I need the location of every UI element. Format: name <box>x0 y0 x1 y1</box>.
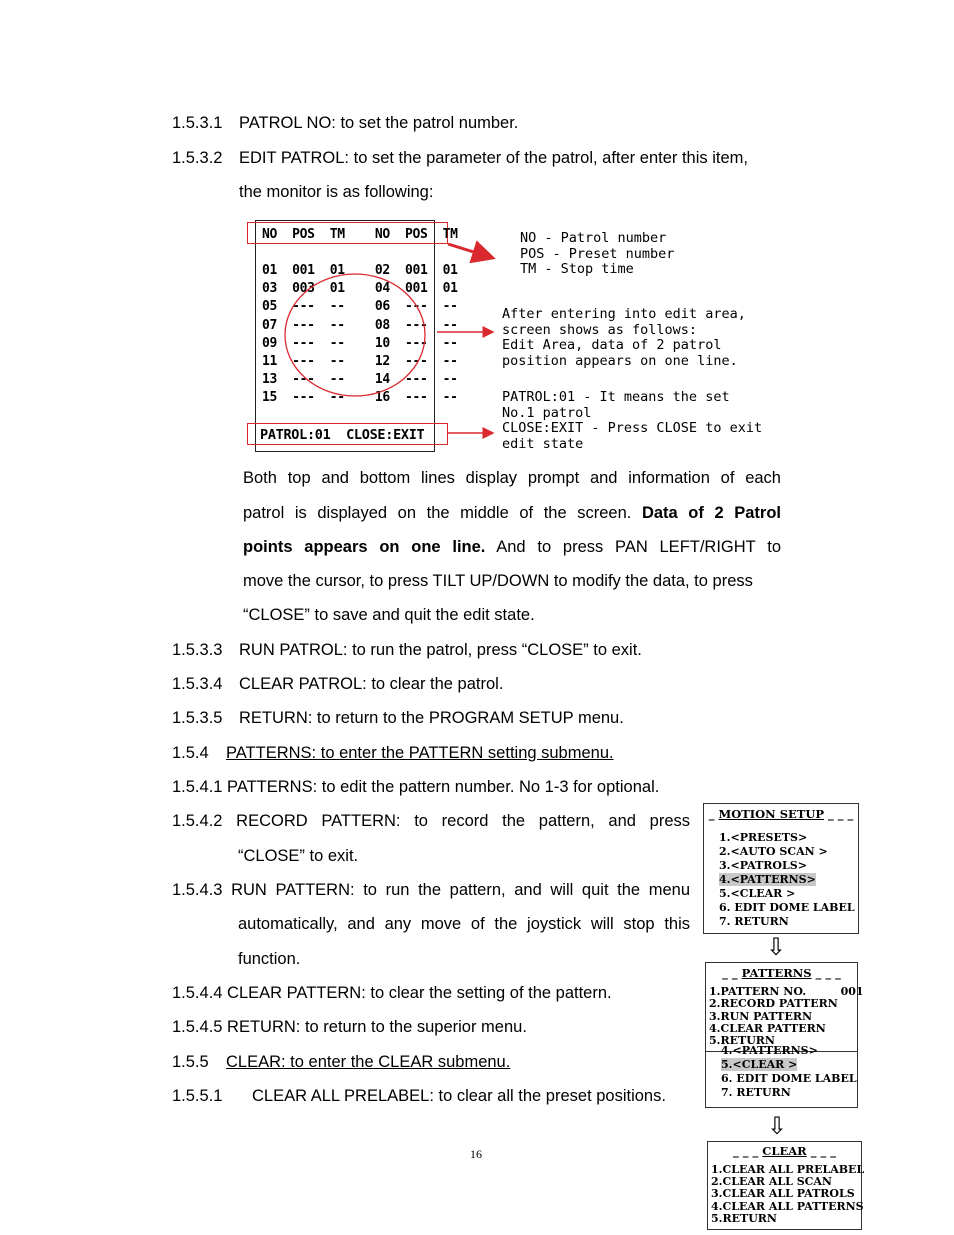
section-text-continued: the monitor is as following: <box>239 183 434 201</box>
menu-items <box>721 1044 857 1100</box>
section-text: EDIT PATROL: to set the parameter of the patrol, after enter this item, <box>239 149 748 167</box>
note-edit-area: After entering into edit area, screen shows as follows: Edit Area, data of 2 patrol position appears on one line. <box>502 306 746 369</box>
page-number: 16 <box>470 1147 482 1161</box>
menu-item: 1.<PRESETS> <box>719 831 808 844</box>
section-number: 1.5.3.2 <box>172 149 223 167</box>
menu-title-text: PATTERNS <box>741 966 812 980</box>
para-bold: points appears on one line. <box>243 538 486 556</box>
para-text: And to press PAN LEFT/RIGHT to <box>496 538 781 556</box>
section-number: 1.5.3.5 <box>172 709 223 727</box>
menu-item: 5.RETURN <box>711 1211 777 1225</box>
osd-row: 03 003 01 04 001 01 <box>262 281 458 297</box>
section-title-underlined: CLEAR: to enter the CLEAR submenu. <box>226 1053 511 1071</box>
section-number: 1.5.3.1 <box>172 114 223 132</box>
menu-item: 2.RECORD PATTERN <box>709 997 838 1011</box>
section-title-underlined: PATTERNS: to enter the PATTERN setting submenu. <box>226 744 614 762</box>
motion-setup-menu-continued <box>705 1044 858 1108</box>
heading-1-5-5 <box>172 1052 511 1072</box>
menu-title-text: MOTION SETUP <box>718 807 825 821</box>
section-text-continued: “CLOSE” to exit. <box>238 847 359 865</box>
menu-item: 1.CLEAR ALL PRELABEL <box>711 1163 865 1176</box>
osd-row: 09 --- -- 10 --- -- <box>262 335 458 351</box>
heading-1-5-4-4: 1.5.4.4 CLEAR PATTERN: to clear the setting of the pattern. <box>172 984 612 1002</box>
section-text: RETURN: to return to the PROGRAM SETUP menu. <box>239 709 624 727</box>
menu-item: 6. EDIT DOME LABEL <box>719 901 855 914</box>
menu-title-text: CLEAR <box>762 1144 807 1158</box>
menu-item: 7. RETURN <box>719 915 789 928</box>
osd-footer: PATROL:01 CLOSE:EXIT <box>260 427 425 443</box>
heading-1-5-3-1 <box>172 113 519 133</box>
menu-item: 4.CLEAR PATTERN <box>709 1021 826 1035</box>
menu-item: 5.<CLEAR > <box>719 887 796 900</box>
para-line-1: Both top and bottom lines display prompt and information of each <box>243 469 781 487</box>
menu-item: 3.RUN PATTERN <box>709 1009 813 1023</box>
motion-setup-menu <box>703 803 859 934</box>
heading-1-5-4-1: 1.5.4.1 PATTERNS: to edit the pattern number. No 1-3 for optional. <box>172 778 660 796</box>
osd-row: 05 --- -- 06 --- -- <box>262 299 458 315</box>
section-text-continued: function. <box>238 950 301 968</box>
osd-row: 01 001 01 02 001 01 <box>262 263 458 278</box>
section-number: 1.5.4 <box>172 744 209 762</box>
section-text: CLEAR PATROL: to clear the patrol. <box>239 675 504 693</box>
note-patrol: PATROL:01 - It means the set No.1 patrol CLOSE:EXIT - Press CLOSE to exit edit state <box>502 389 763 452</box>
section-number: 1.5.3.3 <box>172 641 223 659</box>
heading-1-5-4-5: 1.5.4.5 RETURN: to return to the superior menu. <box>172 1018 527 1036</box>
heading-1-5-4-2: 1.5.4.2 RECORD PATTERN: to record the pattern, and press <box>172 812 690 830</box>
para-line-3 <box>243 537 781 557</box>
menu-item: 6. EDIT DOME LABEL <box>721 1072 857 1085</box>
osd-row: 11 --- -- 12 --- -- <box>262 354 458 369</box>
section-text: CLEAR ALL PRELABEL: to clear all the preset positions. <box>252 1087 666 1105</box>
para-line-2 <box>243 503 781 523</box>
heading-1-5-3-3 <box>172 640 642 660</box>
menu-item: 2.<AUTO SCAN > <box>719 845 828 858</box>
para-bold: Data of 2 Patrol <box>641 504 781 522</box>
section-number: 1.5.3.4 <box>172 675 223 693</box>
menu-item: 7. RETURN <box>721 1086 791 1099</box>
osd-row: 13 --- -- 14 --- -- <box>262 372 458 388</box>
menu-item: 4.<PATTERNS> <box>721 1044 818 1057</box>
patterns-menu <box>705 962 864 1052</box>
menu-item: 5.<CLEAR > <box>721 1058 798 1071</box>
para-text: patrol is displayed on the middle of the screen. <box>243 504 632 522</box>
menu-item: 2.CLEAR ALL SCAN <box>711 1175 832 1189</box>
heading-1-5-3-4 <box>172 674 504 694</box>
heading-1-5-3-2 <box>172 148 748 168</box>
menu-item: 4.<PATTERNS> <box>719 873 816 886</box>
menu-items <box>719 831 855 929</box>
section-text: RUN PATROL: to run the patrol, press “CLOSE” to exit. <box>239 641 642 659</box>
note-legend: NO - Patrol number POS - Preset number TM - Stop time <box>520 230 675 278</box>
menu-title: _ _ _ CLEAR _ _ _ <box>732 1144 836 1158</box>
heading-1-5-3-5 <box>172 708 624 728</box>
down-arrow-icon: ⇩ <box>767 1112 788 1140</box>
menu-item: 5.RETURN <box>709 1034 775 1048</box>
section-text: PATROL NO: to set the patrol number. <box>239 114 519 132</box>
heading-1-5-4-3: 1.5.4.3 RUN PATTERN: to run the pattern, and will quit the menu <box>172 881 690 899</box>
down-arrow-icon: ⇩ <box>766 933 787 961</box>
menu-items <box>709 986 864 1047</box>
para-line-5: “CLOSE” to save and quit the edit state. <box>243 606 535 624</box>
menu-items <box>711 1164 864 1225</box>
clear-menu <box>707 1141 865 1230</box>
menu-item: 1.PATTERN NO. 001 <box>709 985 864 998</box>
heading-1-5-5-1 <box>172 1086 666 1106</box>
osd-row: 15 --- -- 16 --- -- <box>262 390 458 406</box>
arrow-legend <box>448 244 493 258</box>
osd-row: 07 --- -- 08 --- -- <box>262 317 458 333</box>
menu-item: 3.CLEAR ALL PATROLS <box>711 1187 855 1201</box>
section-number: 1.5.5 <box>172 1053 209 1071</box>
menu-item: 4.CLEAR ALL PATTERNS <box>711 1199 864 1213</box>
para-line-4: move the cursor, to press TILT UP/DOWN to modify the data, to press <box>243 572 753 590</box>
section-number: 1.5.5.1 <box>172 1087 223 1105</box>
menu-title: _ MOTION SETUP _ _ _ <box>708 807 854 821</box>
menu-item: 3.<PATROLS> <box>719 859 807 872</box>
heading-1-5-4 <box>172 743 614 763</box>
osd-header: NO POS TM NO POS TM <box>262 227 458 242</box>
osd-screen-diagram <box>240 215 763 460</box>
menu-title: _ _ PATTERNS _ _ _ <box>722 966 841 980</box>
section-text-continued: automatically, and any move of the joystick will stop this <box>238 915 690 933</box>
